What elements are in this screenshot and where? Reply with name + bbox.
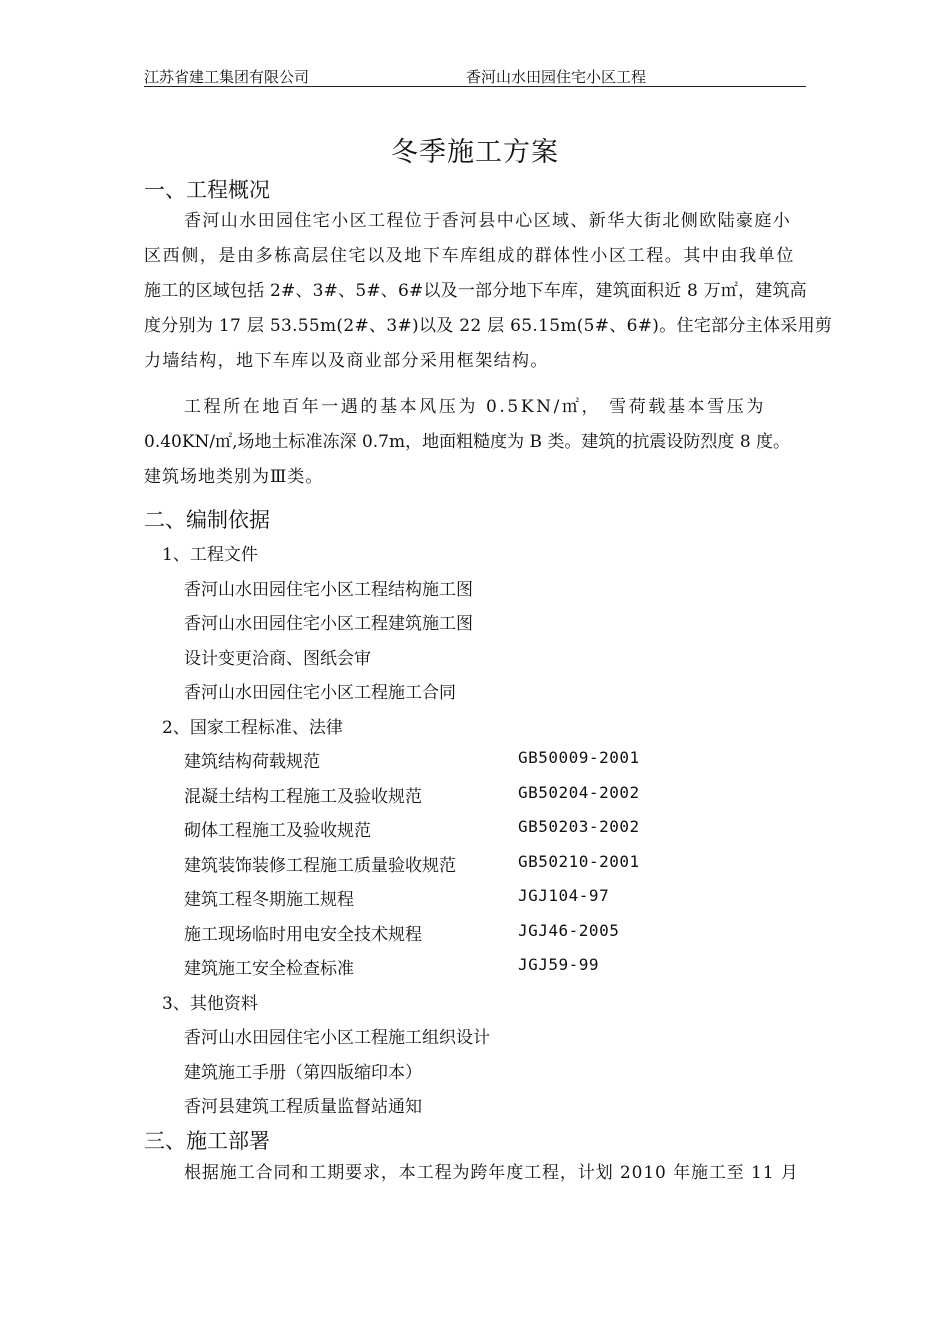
section-heading-basis: 二、编制依据 [144,508,270,532]
standard-name: 砌体工程施工及验收规范 [184,821,371,841]
paragraph-line: 区西侧，是由多栋高层住宅以及地下车库组成的群体性小区工程。其中由我单位 [144,246,795,266]
standard-code: GB50009-2001 [518,748,640,767]
list-item: 香河山水田园住宅小区工程建筑施工图 [184,614,473,634]
subheading-standards: 2、国家工程标准、法律 [162,718,343,738]
standard-name: 施工现场临时用电安全技术规程 [184,925,422,945]
subheading-other: 3、其他资料 [162,994,258,1014]
standard-name: 混凝土结构工程施工及验收规范 [184,787,422,807]
list-item: 设计变更洽商、图纸会审 [184,649,371,669]
subheading-engineering-docs: 1、工程文件 [162,545,258,565]
list-item: 香河山水田园住宅小区工程施工组织设计 [184,1028,490,1048]
standard-code: GB50203-2002 [518,817,640,836]
list-item: 香河山水田园住宅小区工程施工合同 [184,683,456,703]
paragraph-line: 根据施工合同和工期要求，本工程为跨年度工程，计划 2010 年施工至 11 月 [184,1163,799,1183]
list-item: 香河县建筑工程质量监督站通知 [184,1097,422,1117]
page-header [144,64,806,87]
paragraph-line: 建筑场地类别为Ⅲ类。 [144,467,324,487]
list-item: 建筑施工手册（第四版缩印本） [184,1063,422,1083]
section-heading-deployment: 三、施工部署 [144,1129,270,1153]
standard-name: 建筑施工安全检查标准 [184,959,354,979]
standard-name: 建筑结构荷载规范 [184,752,320,772]
section-heading-overview: 一、工程概况 [144,178,270,202]
overview-paragraph-1 [144,204,833,379]
document-title: 冬季施工方案 [391,137,559,168]
standard-name: 建筑装饰装修工程施工质量验收规范 [184,856,456,876]
paragraph-line: 施工的区域包括 2#、3#、5#、6#以及一部分地下车库，建筑面积近 8 万㎡，建筑高 [144,281,807,301]
standard-code: GB50210-2001 [518,852,640,871]
paragraph-line: 力墙结构，地下车库以及商业部分采用框架结构。 [144,351,549,371]
standard-name: 建筑工程冬期施工规程 [184,890,354,910]
paragraph-line: 度分别为 17 层 53.55m(2#、3#)以及 22 层 65.15m(5#、6#)。住宅部分主体采用剪 [144,316,833,336]
standard-code: JGJ104-97 [518,886,610,905]
paragraph-line: 工程所在地百年一遇的基本风压为 0.5KN/㎡， 雪荷载基本雪压为 [184,397,766,417]
standard-code: GB50204-2002 [518,783,640,802]
standard-code: JGJ46-2005 [518,921,620,940]
standard-code: JGJ59-99 [518,955,600,974]
company-name: 江苏省建工集团有限公司 [144,68,310,86]
list-item: 香河山水田园住宅小区工程结构施工图 [184,580,473,600]
paragraph-line: 0.40KN/㎡,场地土标准冻深 0.7m，地面粗糙度为 B 类。建筑的抗震设防烈度 8 度。 [144,432,791,452]
paragraph-line: 香河山水田园住宅小区工程位于香河县中心区域、新华大街北侧欧陆豪庭小 [184,211,792,231]
deployment-paragraph [144,1156,806,1191]
project-name: 香河山水田园住宅小区工程 [466,68,647,86]
overview-paragraph-2 [144,390,806,495]
